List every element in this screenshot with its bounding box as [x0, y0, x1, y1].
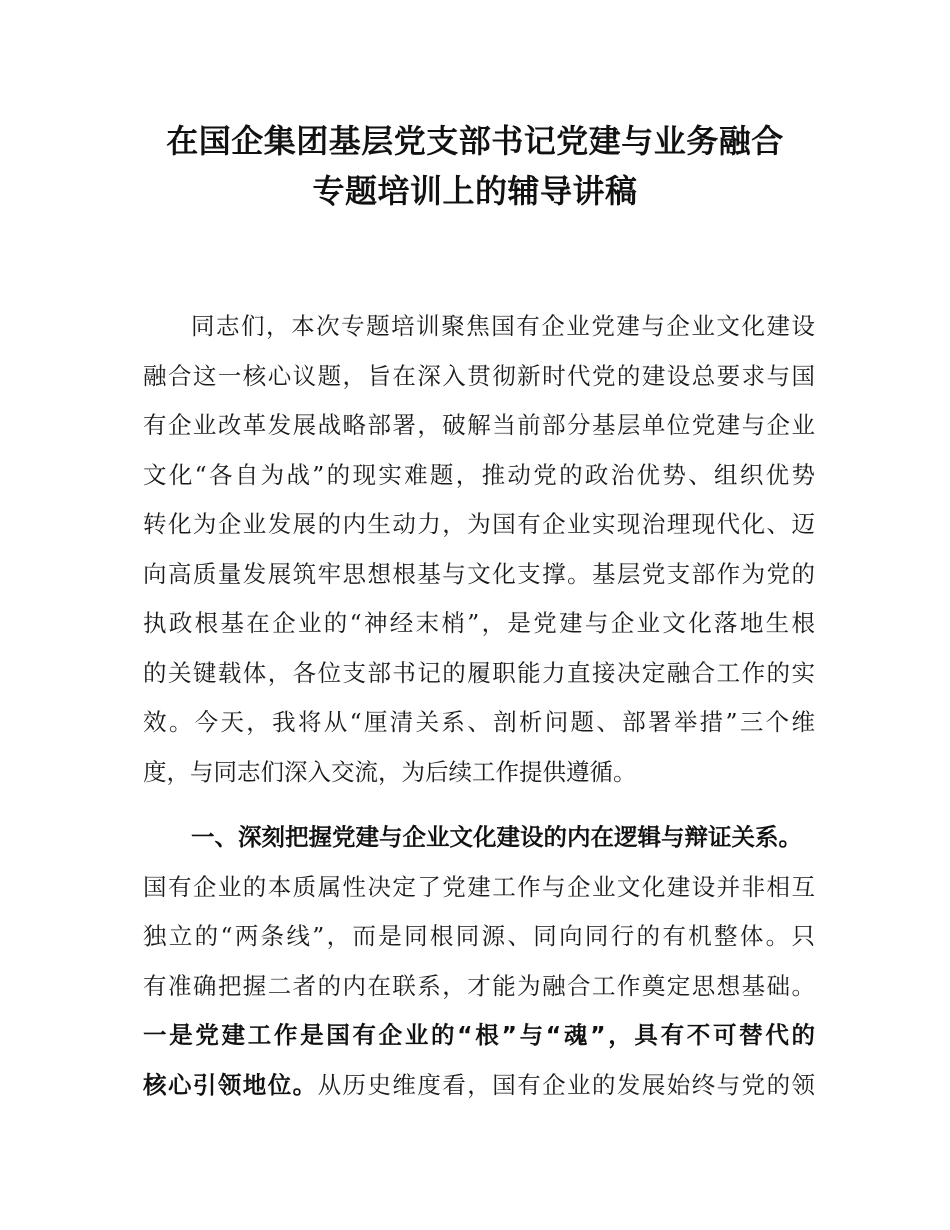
- paragraph-line: 同志们，本次专题培训聚焦国有企业党建与企业文化建设: [191, 312, 815, 340]
- paragraph-line: 转化为企业发展的内生动力，为国有企业实现治理现代化、迈: [143, 510, 815, 538]
- document-title-line-1: 在国企集团基层党支部书记党建与业务融合: [166, 122, 784, 160]
- point-1-heading-end: 核心引领地位。: [143, 1070, 318, 1099]
- point-1-text: 从历史维度看，国有企业的发展始终与党的领: [317, 1070, 816, 1099]
- document-title-line-2: 专题培训上的辅导讲稿: [312, 172, 638, 210]
- paragraph-line: 的关键载体，各位支部书记的履职能力直接决定融合工作的实: [143, 658, 815, 687]
- section-1: [143, 813, 815, 1110]
- paragraph-line: 效。今天，我将从“厘清关系、剖析问题、部署举措”三个维: [143, 708, 815, 736]
- section-line: 独立的“两条线”，而是同根同源、同向同行的有机整体。只: [143, 922, 815, 950]
- paragraph-line: 执政根基在企业的“神经末梢”，是党建与企业文化落地生根: [143, 609, 815, 637]
- section-1-heading: 一、深刻把握党建与企业文化建设的内在逻辑与辩证关系。: [191, 823, 802, 851]
- paragraph-line: 融合这一核心议题，旨在深入贯彻新时代党的建设总要求与国: [143, 361, 815, 390]
- point-1-heading: 一是党建工作是国有企业的“根”与“魂”，具有不可替代的: [143, 1021, 815, 1049]
- paragraph-line: 度，与同志们深入交流，为后续工作提供遵循。: [143, 757, 637, 786]
- section-line: 有准确把握二者的内在联系，才能为融合工作奠定思想基础。: [143, 971, 815, 1000]
- section-line: 国有企业的本质属性决定了党建工作与企业文化建设并非相互: [143, 872, 815, 901]
- paragraph-line: 有企业改革发展战略部署，破解当前部分基层单位党建与企业: [143, 411, 815, 439]
- intro-paragraph: [143, 302, 815, 797]
- point-1-line: [143, 1061, 815, 1111]
- paragraph-line: 向高质量发展筑牢思想根基与文化支撑。基层党支部作为党的: [143, 559, 815, 588]
- paragraph-line: 文化“各自为战”的现实难题，推动党的政治优势、组织优势: [143, 460, 815, 489]
